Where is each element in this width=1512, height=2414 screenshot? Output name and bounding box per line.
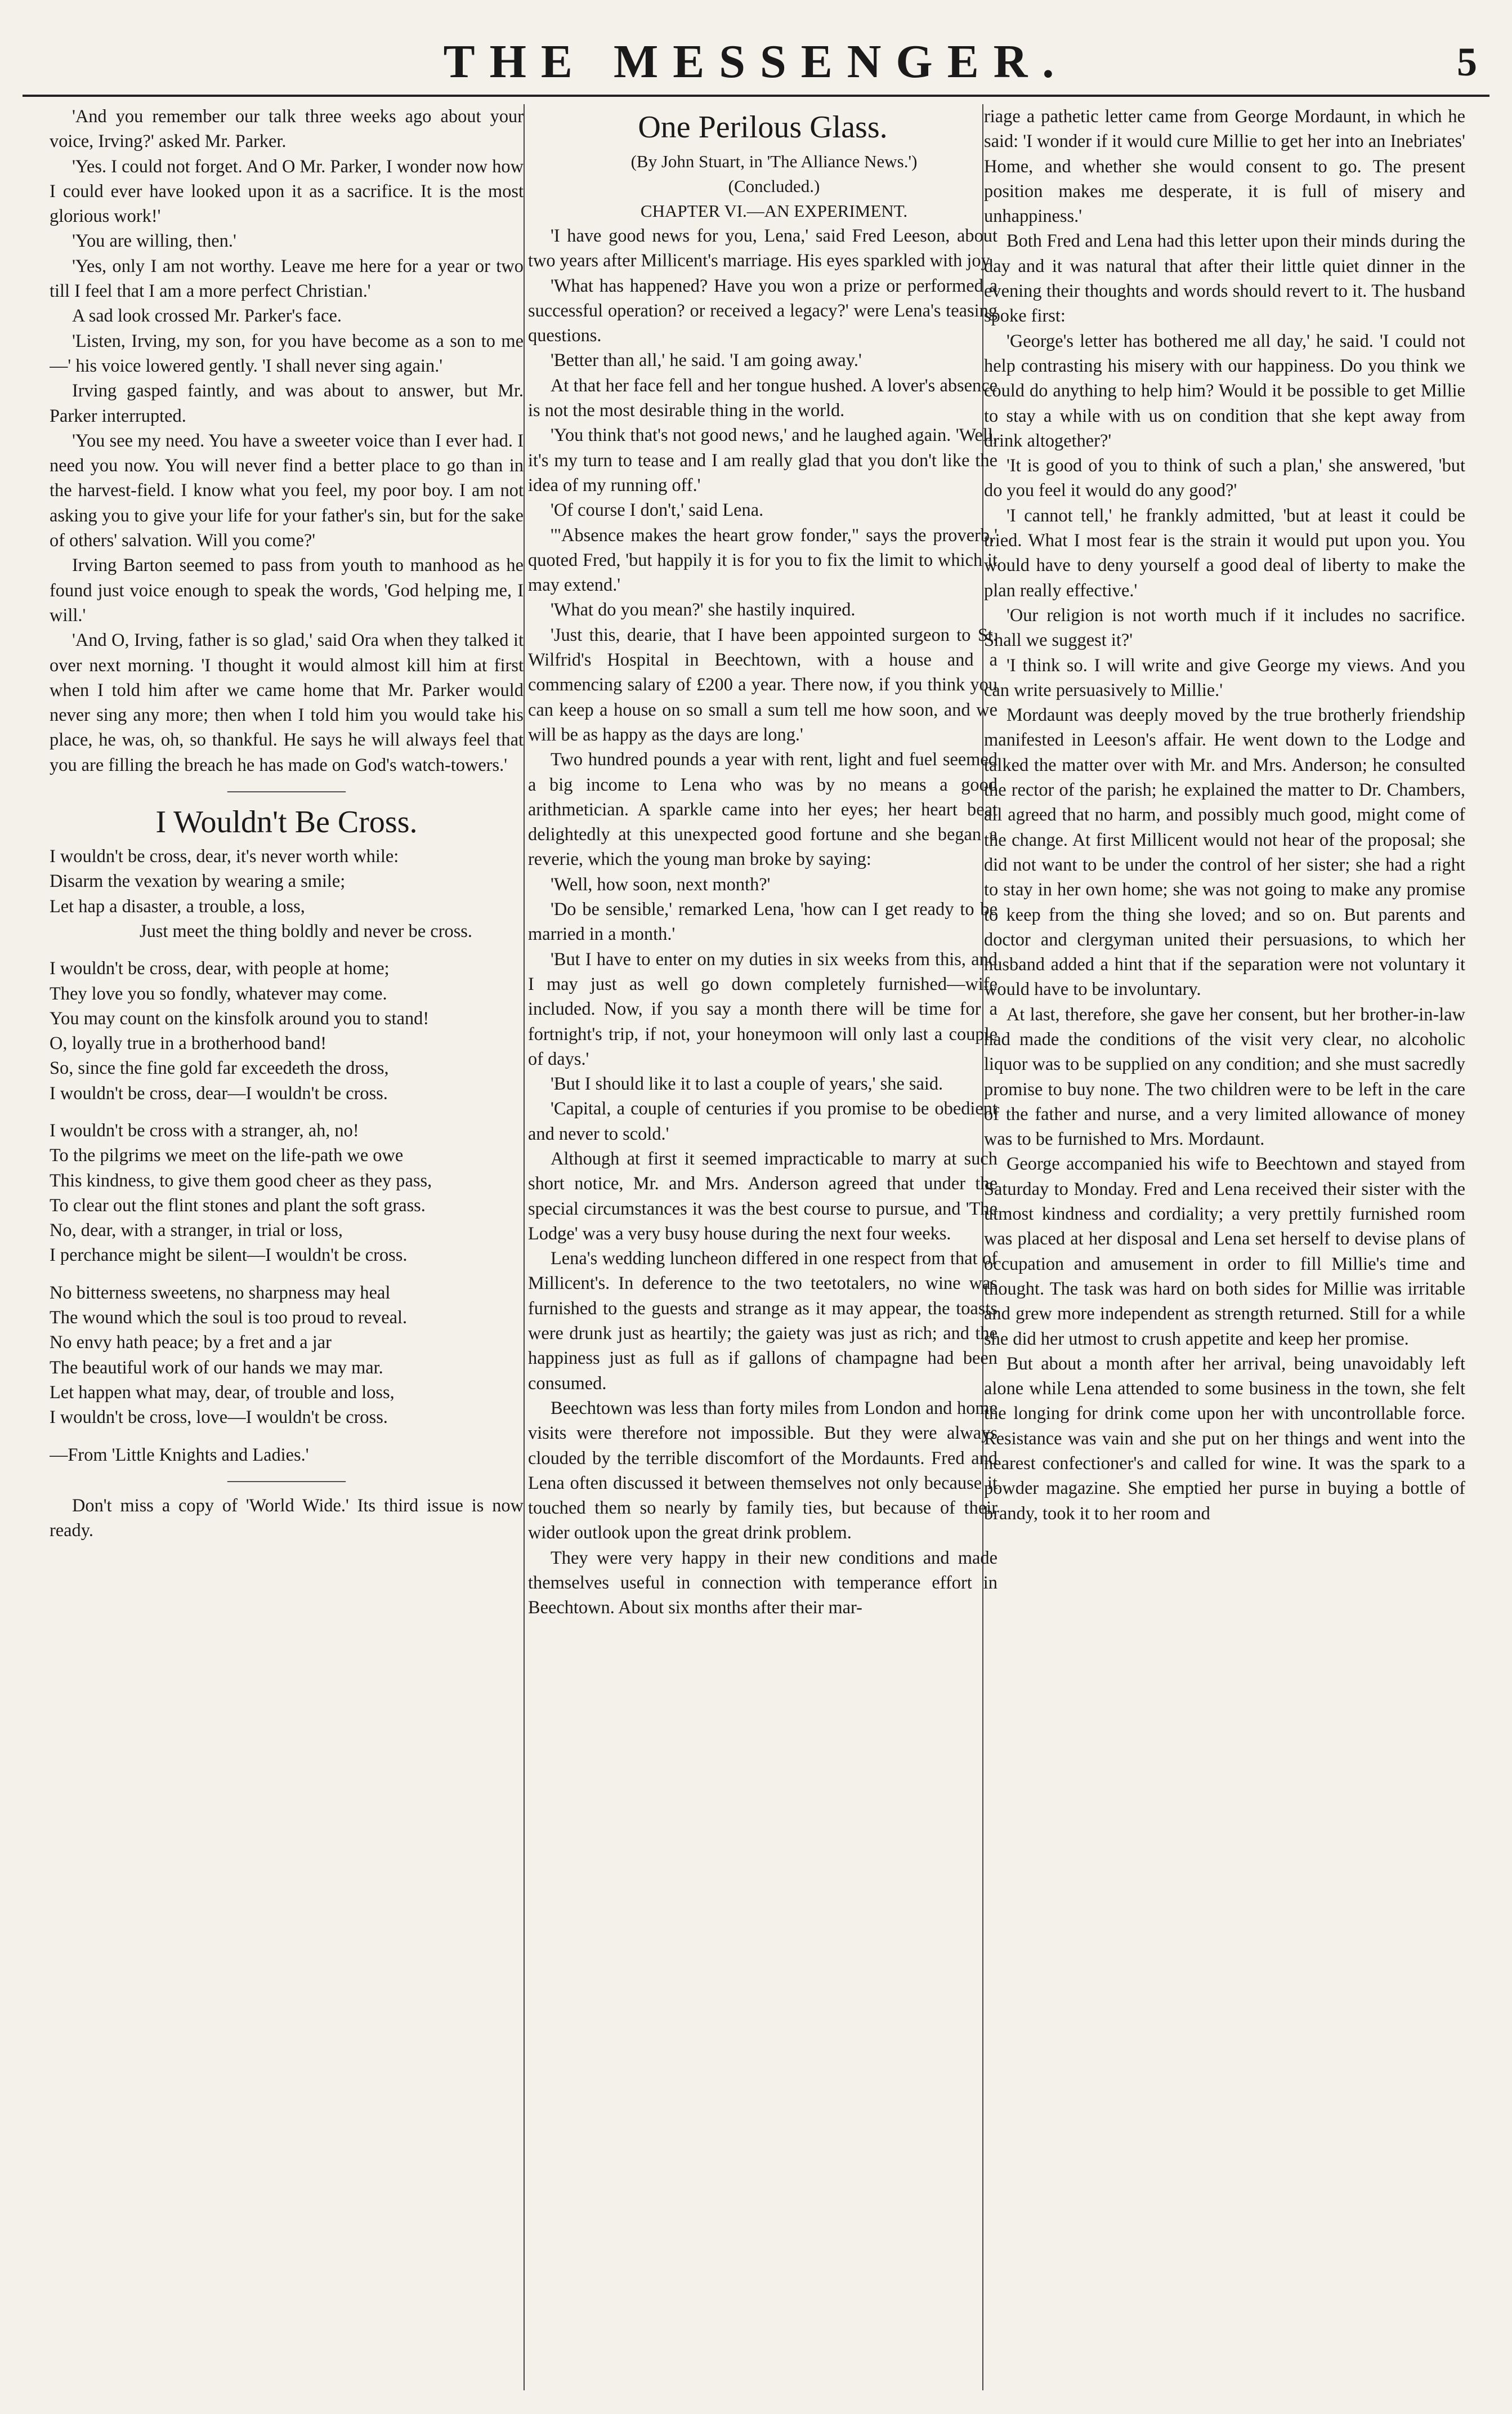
paragraph: 'You think that's not good news,' and he laughed again. 'Well, it's my turn to tease and I am really glad that you don't like the idea of my running off.' bbox=[528, 425, 997, 496]
paragraph: 'What do you mean?' she hastily inquired. bbox=[551, 600, 856, 621]
paragraph: But about a month after her arrival, being unavoidably left alone while Lena attended to some business in the town, she felt the longing for drink come upon her with uncontrollable force. Resistance was vain and she put on her things and went into the nearest confectioner's and called for wine. It was the spark to a powder magazine. She emptied her purse in buying a bottle of brandy, took it to her room and bbox=[984, 1353, 1465, 1524]
byline: (By John Stuart, in 'The Alliance News.') bbox=[630, 151, 918, 171]
paragraph: Beechtown was less than forty miles from London and home visits were therefore not impossible. But they were always clouded by the terrible discomfort of the Mordaunts. Fred and Lena often discussed it between themselves not only because it touched them so nearly by family ties, but because of their wider outlook upon the great drink problem. bbox=[528, 1398, 997, 1543]
paragraph: Mordaunt was deeply moved by the true brotherly friendship manifested in Leeson's affair. He went down to the Lodge and talked the matter over with Mr. and Mrs. Anderson; he consulted the rector of the parish; he explained the matter to Dr. Chambers, all agreed that no harm, and possibly much good, might come of the change. At first Millicent would not hear of the proposal; she did not want to be under the control of her sister; she had a right to stay in her own home; she was not going to make any promise to keep from the thing she loved; and so on. But parents and doctor and clergyman united their persuasions, to which her husband added a hint that if the separation were not voluntary it would have to be involuntary. bbox=[984, 705, 1465, 1000]
paragraph: 'Better than all,' he said. 'I am going away.' bbox=[551, 350, 862, 371]
paragraph: 'It is good of you to think of such a plan,' she answered, 'but do you feel it would do any good?' bbox=[984, 456, 1465, 501]
verse-line: Just meet the thing boldly and never be cross. bbox=[140, 921, 473, 941]
verse-line: They love you so fondly, whatever may come. bbox=[50, 983, 387, 1004]
verse-line: To the pilgrims we meet on the life-path we owe bbox=[50, 1145, 404, 1166]
column-left bbox=[50, 104, 524, 2390]
paragraph: 'Well, how soon, next month?' bbox=[551, 874, 771, 895]
paragraph: 'Yes. I could not forget. And O Mr. Parker, I wonder now how I could ever have looked upon it as a sacrifice. It is the most glorious work!' bbox=[50, 156, 524, 227]
verse-line: To clear out the flint stones and plant the soft grass. bbox=[50, 1195, 426, 1216]
paragraph: 'But I have to enter on my duties in six weeks from this, and I may just as well go down completely furnished—wife included. Now, if you say a month there will be time for a fortnight's trip, if not, your honeymoon will only last a couple of days.' bbox=[528, 949, 997, 1069]
paragraph: At that her face fell and her tongue hushed. A lover's absence is not the most desirable thing in the world. bbox=[528, 375, 997, 421]
paragraph: Both Fred and Lena had this letter upon their minds during the day and it was natural that after their little quiet dinner in the evening their thoughts and words should revert to it. The husband spoke first: bbox=[984, 231, 1465, 327]
story-ending bbox=[50, 104, 524, 778]
paragraph: 'Capital, a couple of centuries if you promise to be obedient and never to scold.' bbox=[528, 1099, 997, 1144]
paragraph: 'I have good news for you, Lena,' said Fred Leeson, about two years after Millicent's marriage. His eyes sparkled with joy. bbox=[528, 226, 997, 271]
section-divider: ——————— bbox=[227, 1470, 346, 1489]
story-body bbox=[528, 224, 997, 1621]
paragraph: A sad look crossed Mr. Parker's face. bbox=[72, 306, 342, 327]
paragraph: 'I cannot tell,' he frankly admitted, 'but at least it could be tried. What I most fear is the strain it would put upon you. You would have to deny yourself a good deal of liberty to make the plan really effective.' bbox=[984, 505, 1465, 601]
paragraph: 'What has happened? Have you won a prize or performed a successful operation? or received a legacy?' were Lena's teasing questions. bbox=[528, 275, 997, 346]
paragraph: George accompanied his wife to Beechtown and stayed from Saturday to Monday. Fred and Lena received their sister with the utmost kindness and cordiality; a very prettily furnished room was placed at her disposal and Lena set herself to devise plans of occupation and amusement in order to fill Millie's time and thought. The task was hard on both sides for Millie was irritable and grew more independent as strength returned. Still for a while she did her utmost to crush appetite and keep her promise. bbox=[984, 1154, 1465, 1349]
paragraph: They were very happy in their new conditions and made themselves useful in connection with temperance effort in Beechtown. About six months after their mar- bbox=[528, 1547, 997, 1618]
story-title: One Perilous Glass. bbox=[638, 110, 888, 145]
stanza bbox=[50, 1118, 524, 1268]
paragraph: 'Of course I don't,' said Lena. bbox=[551, 500, 764, 521]
story-continuation bbox=[984, 104, 1465, 1526]
paragraph: 'Do be sensible,' remarked Lena, 'how can I get ready to be married in a month.' bbox=[528, 899, 997, 945]
stanza bbox=[50, 1280, 524, 1430]
verse-line: O, loyally true in a brotherhood band! bbox=[50, 1033, 327, 1054]
newspaper-title: THE MESSENGER. bbox=[443, 35, 1069, 88]
verse-line: I wouldn't be cross, love—I wouldn't be cross. bbox=[50, 1407, 388, 1428]
masthead-rule bbox=[23, 95, 1489, 97]
verse-line: I perchance might be silent—I wouldn't be cross. bbox=[50, 1245, 408, 1266]
verse-line: I wouldn't be cross, dear, with people at home; bbox=[50, 958, 390, 979]
paragraph: Although at first it seemed impracticable to marry at such short notice, Mr. and Mrs. Anderson agreed that under the special circumstances it was the best course to pursue, and 'The Lodge' was a very busy house during the next four weeks. bbox=[528, 1148, 997, 1244]
verse-line: No envy hath peace; by a fret and a jar bbox=[50, 1332, 332, 1353]
paragraph: Two hundred pounds a year with rent, light and fuel seemed a big income to Lena who was by no means a good arithmetician. A sparkle came into her eyes; her heart beat delightedly at this unexpected good fortune and she began a reverie, which the young man broke by saying: bbox=[528, 749, 997, 870]
paragraph: Lena's wedding luncheon differed in one respect from that of Millicent's. In deference to the two teetotalers, no wine was furnished to the guests and strange as it may appear, the toasts were drunk just as heartily; the gaiety was just as rich; and the happiness just as full as if gallons of champagne had been consumed. bbox=[528, 1248, 997, 1394]
paragraph: Irving gasped faintly, and was about to answer, but Mr. Parker interrupted. bbox=[50, 381, 524, 426]
verse-line: I wouldn't be cross with a stranger, ah, no! bbox=[50, 1120, 359, 1141]
paragraph: '"Absence makes the heart grow fonder," says the proverb,' quoted Fred, 'but happily it is for you to fix the limit to which it may extend.' bbox=[528, 525, 997, 596]
column-rule bbox=[524, 104, 525, 2390]
verse-line: Disarm the vexation by wearing a smile; bbox=[50, 871, 346, 892]
paragraph: At last, therefore, she gave her consent, but her brother-in-law had made the conditions of the visit very clear, no alcoholic liquor was to be supplied on any condition; and she must sacredly promise to buy none. The two children were to be left in the care of the father and nurse, and a very limited allowance of money was to be furnished to Mrs. Mordaunt. bbox=[984, 1004, 1465, 1150]
paragraph: 'George's letter has bothered me all day,' he said. 'I could not help contrasting his misery with our happiness. Do you think we could do anything to help him? Would it be possible to get Millie to stay a while with us on condition that she kept away from drink altogether?' bbox=[984, 331, 1465, 451]
paragraph: 'Yes, only I am not worthy. Leave me here for a year or two till I feel that I am a more perfect Christian.' bbox=[50, 256, 524, 302]
paragraph: 'You are willing, then.' bbox=[72, 231, 236, 252]
poem-title: I Wouldn't Be Cross. bbox=[155, 805, 418, 840]
verse-line: This kindness, to give them good cheer as they pass, bbox=[50, 1170, 432, 1191]
verse-line: Let hap a disaster, a trouble, a loss, bbox=[50, 896, 305, 917]
notice: Don't miss a copy of 'World Wide.' Its third issue is now ready. bbox=[50, 1495, 524, 1541]
paragraph: 'Our religion is not worth much if it includes no sacrifice. Shall we suggest it?' bbox=[984, 605, 1465, 651]
verse-line: The wound which the soul is too proud to reveal. bbox=[50, 1308, 408, 1328]
poem-source: —From 'Little Knights and Ladies.' bbox=[50, 1444, 309, 1465]
verse-line: No, dear, with a stranger, in trial or loss, bbox=[50, 1220, 343, 1241]
verse-line: No bitterness sweetens, no sharpness may heal bbox=[50, 1282, 391, 1303]
verse-line: The beautiful work of our hands we may mar. bbox=[50, 1357, 383, 1378]
paragraph: Irving Barton seemed to pass from youth to manhood as he found just voice enough to speak the words, 'God helping me, I will.' bbox=[50, 555, 524, 626]
paragraph: 'But I should like it to last a couple of years,' she said. bbox=[551, 1074, 943, 1095]
stanza bbox=[50, 844, 524, 944]
chapter-heading: CHAPTER VI.—AN EXPERIMENT. bbox=[640, 201, 908, 221]
poem bbox=[50, 844, 524, 1430]
paragraph: 'And you remember our talk three weeks ago about your voice, Irving?' asked Mr. Parker. bbox=[50, 106, 524, 152]
paragraph: 'I think so. I will write and give George my views. And you can write persuasively to Millie.' bbox=[984, 655, 1465, 700]
verse-line: Let happen what may, dear, of trouble and loss, bbox=[50, 1382, 395, 1403]
verse-line: So, since the fine gold far exceedeth the dross, bbox=[50, 1058, 389, 1079]
paragraph: 'Listen, Irving, my son, for you have become as a son to me—' his voice lowered gently. 'I shall never sing again.' bbox=[50, 331, 524, 376]
verse-line: You may count on the kinsfolk around you to stand! bbox=[50, 1008, 430, 1029]
section-divider: ——————— bbox=[227, 781, 346, 800]
column-right bbox=[984, 104, 1465, 2390]
page-number: 5 bbox=[1457, 39, 1477, 84]
concluded-note: (Concluded.) bbox=[728, 176, 820, 196]
paragraph: 'And O, Irving, father is so glad,' said Ora when they talked it over next morning. 'I thought it would almost kill him at first when I told him after we came home that Mr. Parker would never sing any more; then when I told him you would take his place, he was, oh, so thankful. He says he will always feel that you are filling the breach he has made on God's watch-towers.' bbox=[50, 630, 524, 775]
verse-line: I wouldn't be cross, dear—I wouldn't be cross. bbox=[50, 1083, 388, 1104]
column-middle bbox=[528, 104, 997, 2390]
stanza bbox=[50, 956, 524, 1106]
paragraph: 'Just this, dearie, that I have been appointed surgeon to St. Wilfrid's Hospital in Beechtown, with a house and a commencing salary of £200 a year. There now, if you think you can keep a house on so small a sum tell me how soon, and we will be as happy as the days are long.' bbox=[528, 624, 997, 745]
paragraph: 'You see my need. You have a sweeter voice than I ever had. I need you now. You will never find a better place to go than in the harvest-field. I know what you feel, my poor boy. I am not asking you to give your life for your father's sin, but for the sake of others' salvation. Will you come?' bbox=[50, 430, 524, 551]
verse-line: I wouldn't be cross, dear, it's never worth while: bbox=[50, 846, 399, 867]
paragraph: riage a pathetic letter came from George Mordaunt, in which he said: 'I wonder if it would cure Millie to get her into an Inebriates' Home, and whether she would consent to go. The present position makes me desperate, it is full of misery and unhappiness.' bbox=[984, 106, 1465, 227]
masthead bbox=[0, 31, 1512, 93]
